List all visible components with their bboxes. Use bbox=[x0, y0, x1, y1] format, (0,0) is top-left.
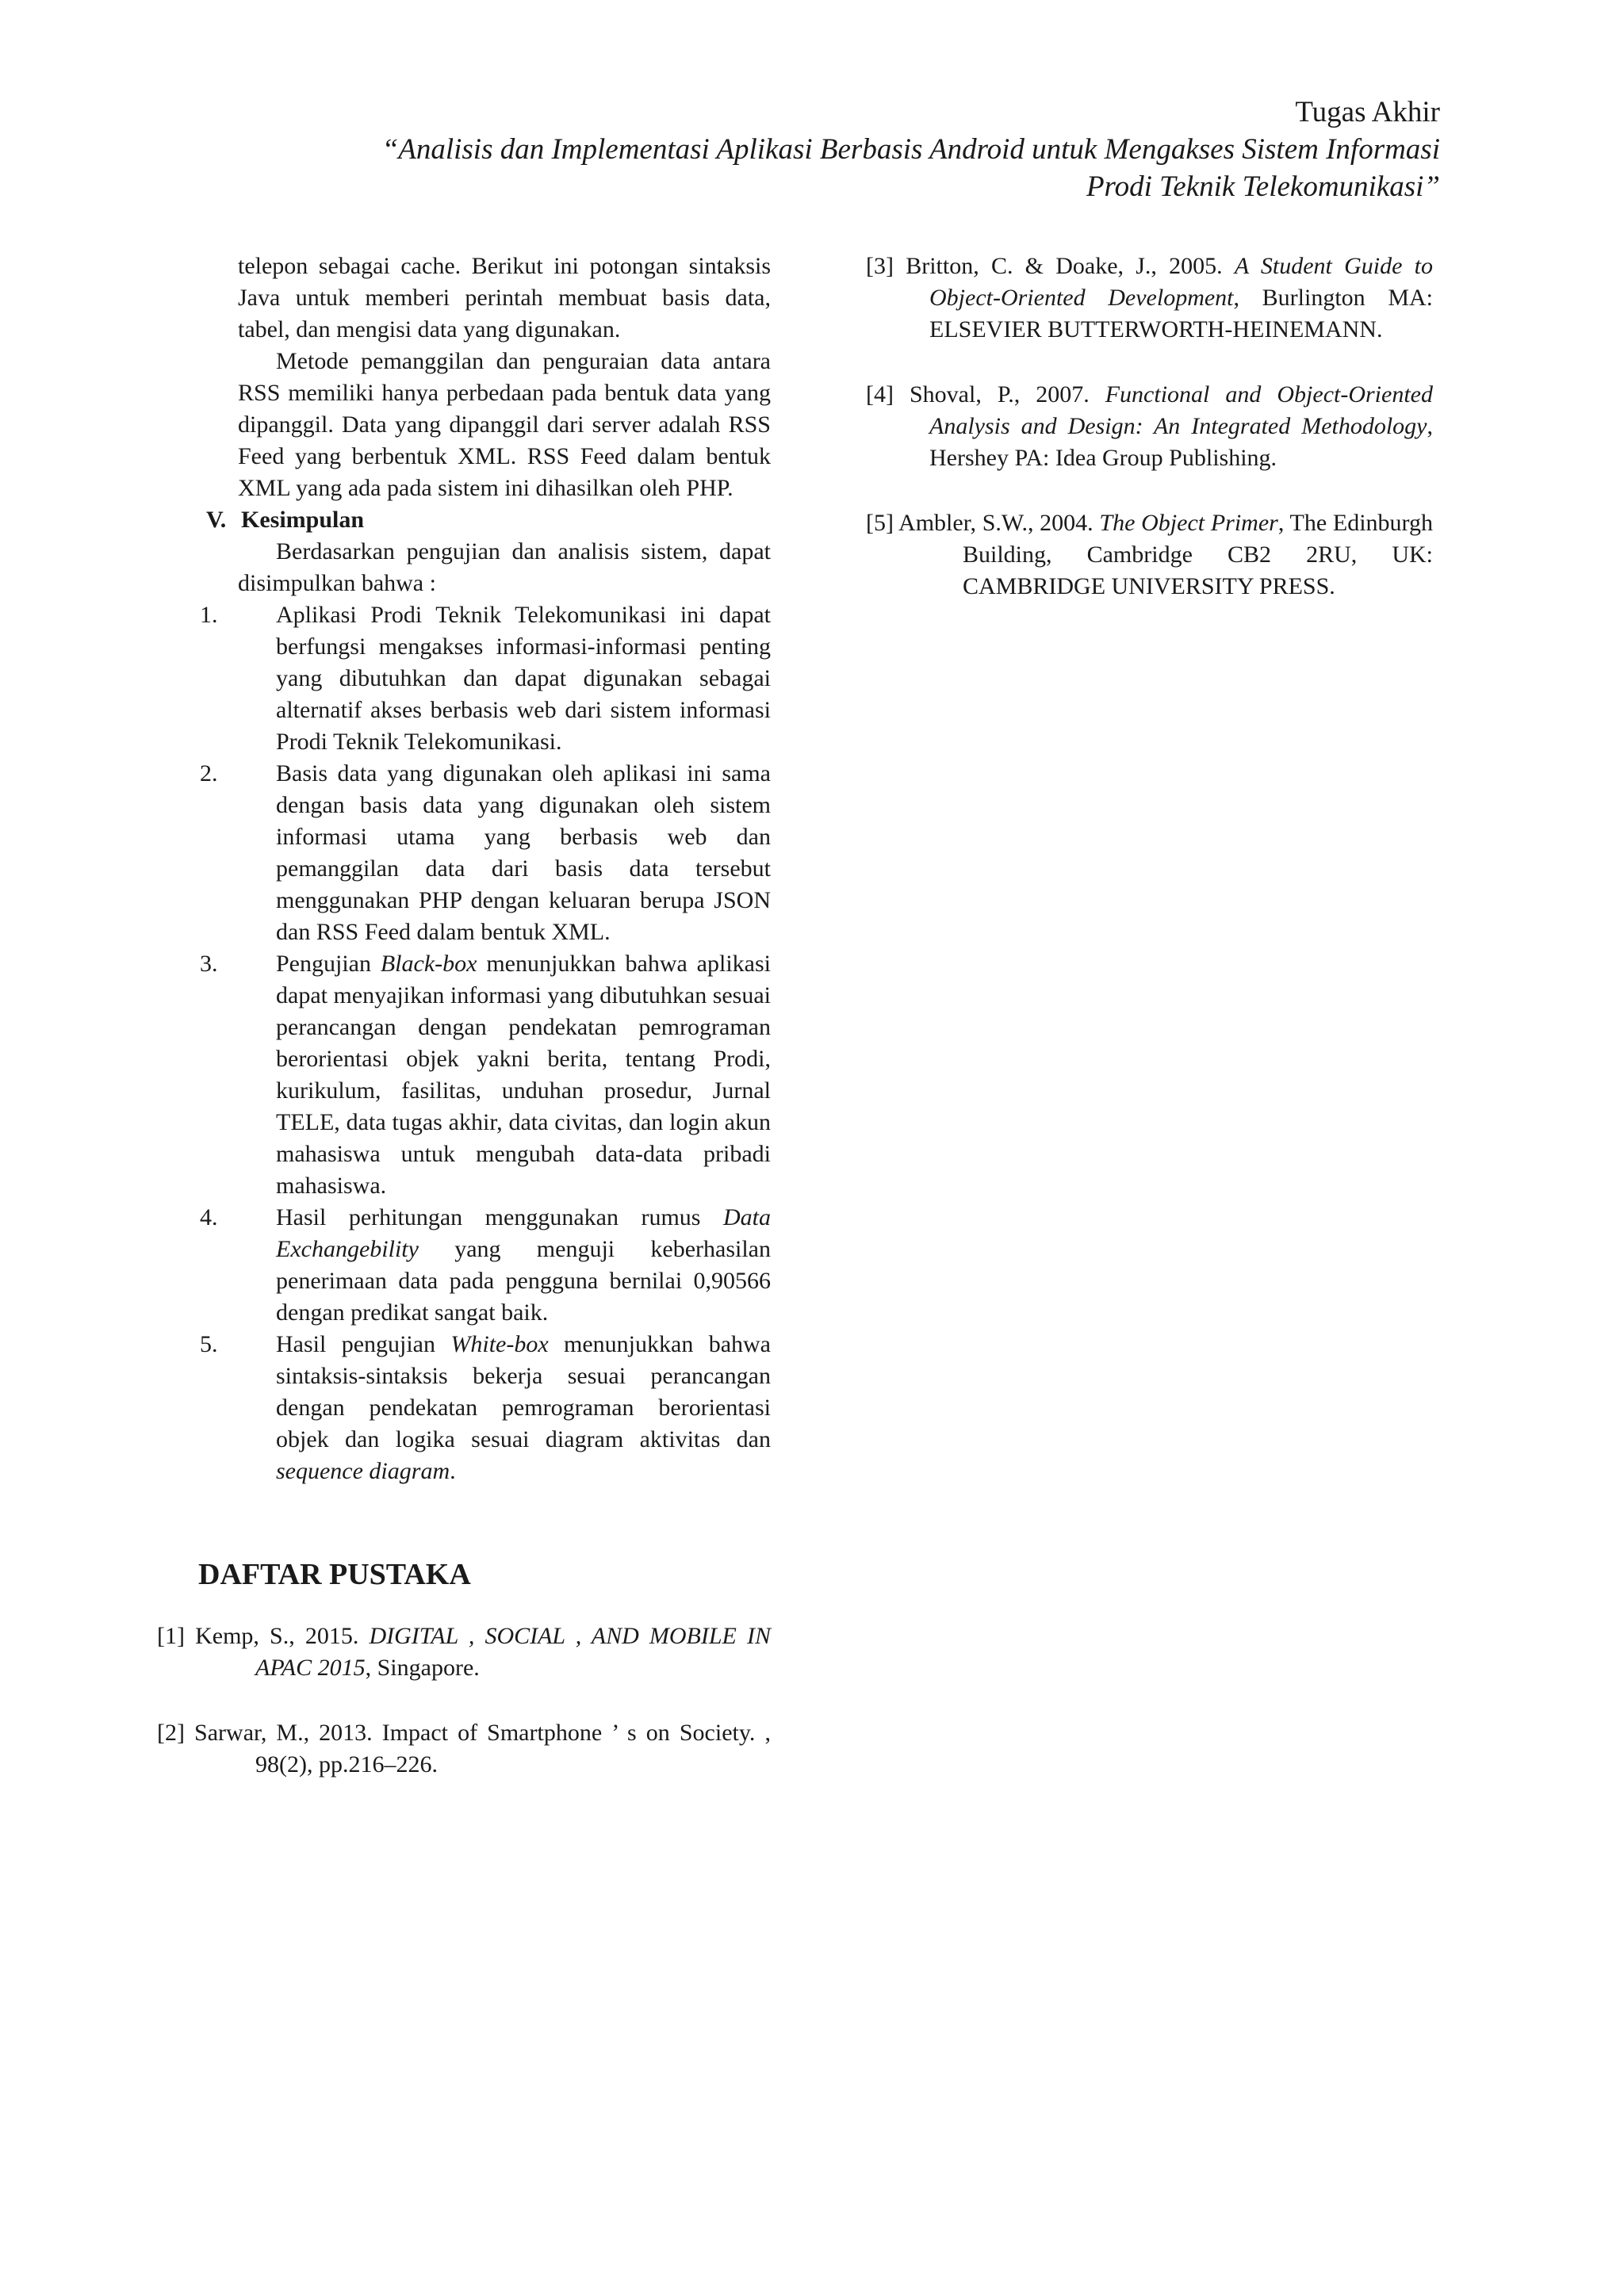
conclusion-list bbox=[200, 599, 772, 1487]
list-item-number: 4. bbox=[200, 1204, 218, 1230]
references-heading: DAFTAR PUSTAKA bbox=[198, 1558, 471, 1591]
header-subtitle-line1: “Analisis dan Implementasi Aplikasi Berbasis Android untuk Mengakses Sistem Informasi bbox=[381, 133, 1440, 166]
list-item-text-pre: Hasil perhitungan menggunakan rumus bbox=[276, 1204, 723, 1230]
list-item-text-italic: Data Exchangebility bbox=[276, 1204, 771, 1262]
reference-text bbox=[157, 1717, 771, 1781]
reference-pre: [3] Britton, C. & Doake, J., 2005. bbox=[866, 253, 1235, 279]
list-item-text-pre: Pengujian bbox=[276, 951, 381, 977]
reference-pre: [5] Ambler, S.W., 2004. bbox=[866, 510, 1100, 536]
list-item-text: Basis data yang digunakan oleh aplikasi ini sama dengan basis data yang digunakan oleh sistem informasi utama yang berbasis web dan pemanggilan data dari basis data tersebut menggunakan PHP dengan keluaran berupa JSON dan RSS Feed dalam bentuk XML. bbox=[276, 760, 771, 945]
reference-text bbox=[866, 507, 1433, 603]
list-item-text-pre: Hasil pengujian bbox=[276, 1331, 451, 1357]
header-subtitle-line2: Prodi Teknik Telekomunikasi” bbox=[1086, 170, 1440, 203]
section-title: Kesimpulan bbox=[241, 507, 365, 533]
reference-pre: [1] Kemp, S., 2015. bbox=[157, 1623, 370, 1649]
list-item-text: Aplikasi Prodi Teknik Telekomunikasi ini dapat berfungsi mengakses informasi-informasi penting yang dibutuhkan dan dapat digunakan sebagai alternatif akses berbasis web dari sistem informasi Prodi Teknik Telekomunikasi. bbox=[276, 602, 771, 755]
section-heading bbox=[206, 504, 771, 536]
list-item bbox=[200, 1202, 771, 1329]
reference-item bbox=[157, 1621, 771, 1684]
list-item-text-italic-2: sequence diagram bbox=[276, 1458, 450, 1484]
reference-post: , Singapore. bbox=[365, 1655, 480, 1681]
reference-italic: Functional and Object-Oriented Analysis and Design: An Integrated Methodology bbox=[929, 381, 1433, 439]
reference-text bbox=[866, 379, 1433, 474]
list-item bbox=[200, 599, 771, 758]
conclusion-intro: Berdasarkan pengujian dan analisis sistem, dapat disimpulkan bahwa : bbox=[238, 538, 771, 596]
reference-pre: [4] Shoval, P., 2007. bbox=[866, 381, 1105, 408]
section-number: V. bbox=[206, 507, 227, 533]
reference-italic: The Object Primer bbox=[1099, 510, 1278, 536]
list-item-text-post: menunjukkan bahwa sintaksis-sintaksis bekerja sesuai perancangan dengan pendekatan pemrograman berorientasi objek dan logika sesuai diagram aktivitas dan bbox=[276, 1331, 771, 1452]
list-item-number: 2. bbox=[200, 760, 218, 786]
list-item-text-italic: White-box bbox=[450, 1331, 549, 1357]
right-column bbox=[866, 251, 1433, 636]
reference-post: , Burlington MA: ELSEVIER BUTTERWORTH-HEINEMANN. bbox=[929, 285, 1433, 342]
list-item-number: 5. bbox=[200, 1331, 218, 1357]
page-header bbox=[92, 94, 1440, 205]
list-item-text-post: menunjukkan bahwa aplikasi dapat menyajikan informasi yang dibutuhkan sesuai perancangan dengan pendekatan pemrograman berorientasi objek yakni berita, tentang Prodi, kurikulum, fasilitas, unduhan prosedur, Jurnal TELE, data tugas akhir, data civitas, dan login akun mahasiswa untuk mengubah data-data pribadi mahasiswa. bbox=[276, 951, 772, 1199]
left-column bbox=[157, 251, 772, 1814]
reference-post: , The Edinburgh Building, Cambridge CB2 2RU, UK: CAMBRIDGE UNIVERSITY PRESS. bbox=[963, 510, 1433, 599]
list-item bbox=[200, 948, 771, 1202]
list-item-text-italic: Black-box bbox=[380, 951, 477, 977]
reference-item bbox=[157, 1717, 771, 1781]
reference-text bbox=[157, 1621, 771, 1684]
reference-italic: DIGITAL , SOCIAL , AND MOBILE IN APAC 2015 bbox=[255, 1623, 771, 1681]
list-item bbox=[200, 1329, 771, 1487]
paragraph-rss: Metode pemanggilan dan penguraian data antara RSS memiliki hanya perbedaan pada bentuk data yang dipanggil. Data yang dipanggil dari server adalah RSS Feed yang berbentuk XML. RSS Feed dalam bentuk XML yang ada pada sistem ini dihasilkan oleh PHP. bbox=[238, 348, 771, 501]
list-item-number: 3. bbox=[200, 951, 218, 977]
reference-item bbox=[866, 251, 1433, 346]
list-item-text-post: yang menguji keberhasilan penerimaan data pada pengguna bernilai 0,90566 dengan predikat sangat baik. bbox=[276, 1236, 771, 1326]
reference-italic: A Student Guide to Object-Oriented Development bbox=[929, 253, 1433, 311]
paragraph-cache: telepon sebagai cache. Berikut ini potongan sintaksis Java untuk memberi perintah membuat basis data, tabel, dan mengisi data yang digunakan. bbox=[238, 253, 771, 342]
list-item bbox=[200, 758, 771, 948]
header-title: Tugas Akhir bbox=[1295, 96, 1440, 128]
reference-item bbox=[866, 507, 1433, 603]
reference-post: , Hershey PA: Idea Group Publishing. bbox=[929, 413, 1433, 471]
reference-text bbox=[866, 251, 1433, 346]
list-item-number: 1. bbox=[200, 602, 218, 628]
reference-pre: [2] Sarwar, M., 2013. Impact of Smartphone ’ s on Society. , 98(2), pp.216–226. bbox=[157, 1720, 771, 1777]
list-item-text-post-2: . bbox=[450, 1458, 456, 1484]
reference-item bbox=[866, 379, 1433, 474]
